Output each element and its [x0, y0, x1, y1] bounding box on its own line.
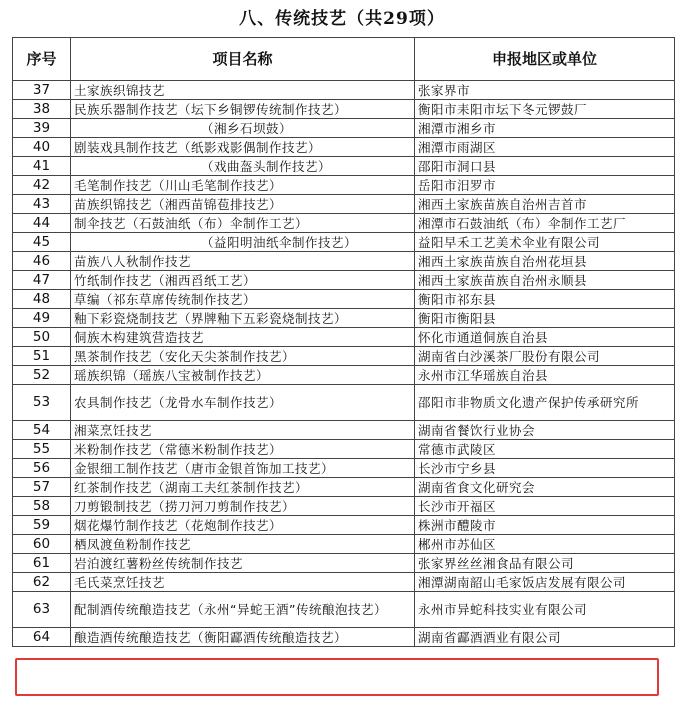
- page-title: 八、传统技艺（共29项）: [239, 9, 445, 29]
- table-row: [13, 271, 675, 290]
- row-no: 57: [13, 478, 71, 497]
- row-unit: 衡阳市衡阳县: [415, 309, 675, 328]
- table-row: [13, 290, 675, 309]
- row-name: 毛笔制作技艺（川山毛笔制作技艺）: [71, 176, 415, 195]
- row-unit: 湘潭湖南韶山毛家饭店发展有限公司: [415, 573, 675, 592]
- row-no: 58: [13, 497, 71, 516]
- row-63-highlight-box: [15, 658, 659, 696]
- row-name: （益阳明油纸伞制作技艺）: [71, 233, 415, 252]
- row-no: 40: [13, 138, 71, 157]
- row-unit: 怀化市通道侗族自治县: [415, 328, 675, 347]
- row-name: 瑶族织锦（瑶族八宝被制作技艺）: [71, 366, 415, 385]
- row-no: 39: [13, 119, 71, 138]
- row-name: （湘乡石坝鼓）: [71, 119, 415, 138]
- row-unit: 永州市江华瑶族自治县: [415, 366, 675, 385]
- table-row: [13, 535, 675, 554]
- row-no: 63: [13, 592, 71, 628]
- row-no: 59: [13, 516, 71, 535]
- table-row: [13, 497, 675, 516]
- row-name: 配制酒传统酿造技艺（永州“异蛇王酒”传统酿泡技艺）: [71, 592, 415, 628]
- row-no: 41: [13, 157, 71, 176]
- row-name: 釉下彩瓷烧制技艺（界牌釉下五彩瓷烧制技艺）: [71, 309, 415, 328]
- table-row: [13, 100, 675, 119]
- table-row: [13, 195, 675, 214]
- row-no: 46: [13, 252, 71, 271]
- row-name: 湘菜烹饪技艺: [71, 421, 415, 440]
- table-header-row: [13, 38, 675, 81]
- row-name: 剧装戏具制作技艺（纸影戏影偶制作技艺）: [71, 138, 415, 157]
- row-name: 制伞技艺（石鼓油纸（布）伞制作工艺）: [71, 214, 415, 233]
- row-unit: 湘潭市湘乡市: [415, 119, 675, 138]
- table-row: [13, 309, 675, 328]
- row-name: 酿造酒传统酿造技艺（衡阳酃酒传统酿造技艺）: [71, 628, 415, 647]
- table-row: [13, 176, 675, 195]
- row-unit: 长沙市宁乡县: [415, 459, 675, 478]
- row-unit: 永州市异蛇科技实业有限公司: [415, 592, 675, 628]
- row-no: 37: [13, 81, 71, 100]
- heritage-table: [12, 37, 675, 647]
- row-no: 52: [13, 366, 71, 385]
- table-row: [13, 573, 675, 592]
- row-unit: 湘西土家族苗族自治州永顺县: [415, 271, 675, 290]
- row-no: 62: [13, 573, 71, 592]
- table-row: [13, 81, 675, 100]
- table-row: [13, 385, 675, 421]
- row-no: 49: [13, 309, 71, 328]
- table-row: [13, 157, 675, 176]
- row-name: 竹纸制作技艺（湘西舀纸工艺）: [71, 271, 415, 290]
- row-unit: 湖南省白沙溪茶厂股份有限公司: [415, 347, 675, 366]
- row-name: 土家族织锦技艺: [71, 81, 415, 100]
- row-name: 栖凤渡鱼粉制作技艺: [71, 535, 415, 554]
- row-unit: 郴州市苏仙区: [415, 535, 675, 554]
- row-no: 48: [13, 290, 71, 309]
- row-unit: 湖南省餐饮行业协会: [415, 421, 675, 440]
- row-name: 农具制作技艺（龙骨水车制作技艺）: [71, 385, 415, 421]
- header-no: 序号: [13, 38, 71, 81]
- table-row: [13, 516, 675, 535]
- table-row: [13, 478, 675, 497]
- row-no: 44: [13, 214, 71, 233]
- table-row: [13, 328, 675, 347]
- table-row: [13, 252, 675, 271]
- row-no: 42: [13, 176, 71, 195]
- row-no: 43: [13, 195, 71, 214]
- row-no: 64: [13, 628, 71, 647]
- table-row: [13, 421, 675, 440]
- row-unit: 邵阳市非物质文化遗产保护传承研究所: [415, 385, 675, 421]
- row-name: 苗族织锦技艺（湘西苗锦苞排技艺）: [71, 195, 415, 214]
- table-row: [13, 233, 675, 252]
- header-name: 项目名称: [71, 38, 415, 81]
- row-unit: 株洲市醴陵市: [415, 516, 675, 535]
- row-unit: 衡阳市耒阳市坛下冬元锣鼓厂: [415, 100, 675, 119]
- row-name: （戏曲盔头制作技艺）: [71, 157, 415, 176]
- row-no: 53: [13, 385, 71, 421]
- table-row: [13, 347, 675, 366]
- row-name: 黑茶制作技艺（安化天尖茶制作技艺）: [71, 347, 415, 366]
- row-unit: 衡阳市祁东县: [415, 290, 675, 309]
- table-row: [13, 592, 675, 628]
- row-unit: 益阳早禾工艺美术伞业有限公司: [415, 233, 675, 252]
- table-row: [13, 459, 675, 478]
- row-name: 烟花爆竹制作技艺（花炮制作技艺）: [71, 516, 415, 535]
- row-name: 岩泊渡红薯粉丝传统制作技艺: [71, 554, 415, 573]
- row-unit: 常德市武陵区: [415, 440, 675, 459]
- row-no: 56: [13, 459, 71, 478]
- row-unit: 岳阳市汨罗市: [415, 176, 675, 195]
- row-unit: 湘潭市雨湖区: [415, 138, 675, 157]
- row-no: 51: [13, 347, 71, 366]
- row-unit: 湘西土家族苗族自治州花垣县: [415, 252, 675, 271]
- row-name: 金银细工制作技艺（唐市金银首饰加工技艺）: [71, 459, 415, 478]
- table-row: [13, 214, 675, 233]
- row-no: 38: [13, 100, 71, 119]
- table-row: [13, 440, 675, 459]
- row-name: 民族乐器制作技艺（坛下乡铜锣传统制作技艺）: [71, 100, 415, 119]
- row-unit: 张家界丝丝湘食品有限公司: [415, 554, 675, 573]
- row-no: 55: [13, 440, 71, 459]
- row-unit: 湖南省食文化研究会: [415, 478, 675, 497]
- table-row: [13, 554, 675, 573]
- row-no: 54: [13, 421, 71, 440]
- row-no: 45: [13, 233, 71, 252]
- table-row: [13, 119, 675, 138]
- row-unit: 长沙市开福区: [415, 497, 675, 516]
- row-name: 米粉制作技艺（常德米粉制作技艺）: [71, 440, 415, 459]
- header-unit: 申报地区或单位: [415, 38, 675, 81]
- row-name: 红茶制作技艺（湖南工夫红茶制作技艺）: [71, 478, 415, 497]
- row-unit: 邵阳市洞口县: [415, 157, 675, 176]
- row-no: 60: [13, 535, 71, 554]
- table-row: [13, 628, 675, 647]
- row-name: 草编（祁东草席传统制作技艺）: [71, 290, 415, 309]
- row-no: 47: [13, 271, 71, 290]
- row-name: 侗族木构建筑营造技艺: [71, 328, 415, 347]
- table-row: [13, 366, 675, 385]
- row-unit: 湘潭市石鼓油纸（布）伞制作工艺厂: [415, 214, 675, 233]
- row-unit: 湖南省酃酒酒业有限公司: [415, 628, 675, 647]
- row-no: 50: [13, 328, 71, 347]
- row-unit: 湘西土家族苗族自治州吉首市: [415, 195, 675, 214]
- row-unit: 张家界市: [415, 81, 675, 100]
- row-name: 苗族八人秋制作技艺: [71, 252, 415, 271]
- table-row: [13, 138, 675, 157]
- row-name: 毛氏菜烹饪技艺: [71, 573, 415, 592]
- row-name: 刀剪锻制技艺（捞刀河刀剪制作技艺）: [71, 497, 415, 516]
- row-no: 61: [13, 554, 71, 573]
